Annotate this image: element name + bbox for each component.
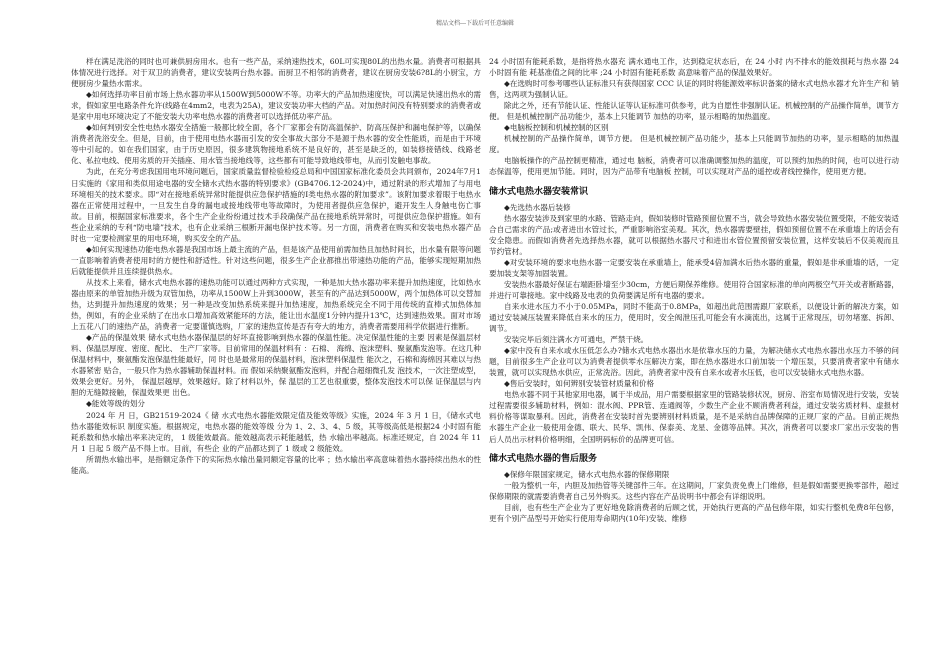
- section-heading: 储水式电热水器的售后服务: [489, 453, 598, 464]
- right-paragraph: 目前，也有些生产企业为了更好地免除消费者的后顾之忧，开始执行更高的产品包修年限，如实行整机免费8年包修，更有个别产品型号开始实行使用寿命期内(10年)安装、维修: [489, 502, 899, 523]
- left-paragraph: 所谓热水输出率，是指额定条件下的实际热水输出量同额定容量的比率 ；热水输出率高意味着热水器持续出热水的性能高。: [71, 454, 481, 475]
- left-paragraph: 为此，在充分考虑我国用电环境问题后，国家质量监督检验检疫总局和中国国家标准化委员会共同颁布，2024年7月1日实施的《家用和类似用途电器的安全储水式热水器的特别要求》(GB4706.12-2024)中，通过附录的形式增加了与用电环境相关的技术要求。即“对在接地系统异常时能提供应急保护措施的I类电热水器的附加要求”。该附加要求着眼于电热水器在正常使用过程中，一旦发生自身的漏电或接地线带电等故障时，为使用者提供应急保护，避开发生人身触电伤亡事故。目前，根据国家标准要求，各个生产企业纷纷通过技术手段确保产品在接地系统异常时，可提供应急保护措施。如有些企业采纳的专利“防电墙”技术，也有企业采纳三根断开漏电保护技术等。另一方面，消费者在购买和安装电热水器产品时也一定要检测家里的用电环境，购买安全的产品。: [71, 167, 481, 243]
- right-paragraph: 电脑板操作的产品控制更精准，通过电 脑板，消费者可以准确调整加热的温度，可以预约加热的时间，也可以进行动态保温等，使用更加节能。同时，因为产品带有电脑板 控制，可以实现对产品的遥控或者线控操作，使用更方便。: [489, 156, 899, 177]
- right-paragraph: ◆对安装环境的要求电热水器一定要安装在承重墙上，能承受4倍加满水后热水器的重量，假如是非承重墙的话，一定要加装支架等加固装置。: [489, 257, 899, 278]
- section-heading: 储水式电热水器安装常识: [489, 186, 589, 197]
- right-paragraph: 自来水进水压力不小于0.05MPa，同时不能高于0.8MPa，如超出此范围需跟厂家联系，以便设计新的解决方案，如通过安装减压装置来降低自来水的压力，使用时，安全阀泄压孔可能会有水滴流出，这属于正常现压，切勿堵塞、拆卸、调节。: [489, 301, 899, 334]
- right-paragraph: 热水器安装涉及到家里的水路、管路走向，假如装修时管路预留位置不当，就会导致热水器安装位置受限，不能安装适合自己需求的产品;或者进出水管过长，严重影响浴室美观。其次，热水器需要壁挂，假如预留位置不在承重墙上的话会有安全隐患。而假如消费者先选择热水器，就可以根据热水器尺寸和进出水管位置预留安装位置，这样安装后不仅美观而且节约管材。: [489, 213, 899, 256]
- left-paragraph: 从技术上来看，储水式电热水器的速热功能可以通过两种方式实现，一种是加大热水器功率来提升加热速度，比如热水器由原来的单管加热升级为双管加热，功率从1500W上升到3000W，甚至有的产品达到5000W，两个加热体可以交替加热，达到提升加热速度的效果；另一种是改变加热系统来提升加热速度，加热系统完全不同于用传统的直棒式加热体加热，例如，有的企业采纳了在出水口增加高效紧能环的方法，能让出水温度1分钟内提升13℃，达到速热效果。面对市场上五花八门的速热产品，消费者一定要谨慎选购，厂家的速热宣传是否有夸大的地方，消费者需要用科学依据进行推断。: [71, 277, 481, 332]
- right-paragraph: 24 小时固有能耗系数，是指将热水器充 满水通电工作，达到稳定状态后，在 24 小时 内不排水的能效损耗与热水器 24 小时固有能 耗基准值之间的比率 ;24 小时固有能耗系数 高意味着产品的保温效果好。: [489, 57, 899, 78]
- right-paragraph: 机械控制的产品操作简单，调节方便。 但是机械控制产品功能少，基本上只能调节加热的功率，显示相略的加热温度。: [489, 134, 899, 155]
- right-paragraph: ◆电脑板控制和机械控制的区别: [504, 123, 609, 133]
- right-paragraph: ◆在选购时可参考哪些认证标准只有获得国家 CCC 认证的同时将能源效率标识备案的储水式电热水器才允许生产和 销售，这两项为强制认证。: [489, 79, 900, 100]
- right-paragraph: 电热水器不同于其他家用电器，属于半成品，用户需要根据家里的管路装修状况，厨房、浴室布局情况进行安装，安装过程需要很多辅助材料，例如：混水阀、PPR管、连通阀等，少数生产企业不顾消费者利益，通过安装劣质材料、虚报材料价格等谋取暴利。因此，消费者在安装时首先要辨别材料质量，是不是采纳自品牌保障的正规厂家的产品。目前正规热水器生产企业一般使用金德、联大、民华、凯伟、保泰美、龙星、金德等品牌。其次，消费者可以要求厂家出示安装的售后人员出示材料价格明细，全国明码标价的品牌更可信。: [489, 390, 899, 444]
- left-paragraph: ◆能效等级的划分: [86, 399, 145, 409]
- left-column: [71, 56, 481, 476]
- right-paragraph: ◆家中没有自来水或水压低怎么办?储水式电热水器出水是依靠水压的力量，为解决储水式电热水器出水压力不够的问题，目前很多生产企业可以为消费者提供零水压解决方案，即在热水器进水口前加装一个增压泵，只要消费者家中有储水装置，就可以实现热水供应，正常洗浴。因此，消费者家中没有自来水或者水压低，也可以安装储水式电热水器。: [489, 346, 899, 378]
- right-paragraph: ◆先选热水器后装修: [504, 202, 571, 212]
- right-paragraph: 安装完毕后须注满水方可通电，严禁干烧。: [504, 335, 649, 345]
- left-paragraph: ◆如何实现速热功能电热水器是我国市场上最主流的产品，但是该产品使用前需加热且加热时间长，出水量有限等问题一直影响着消费者使用时的方便性和舒适性。针对这些问题，很多生产企业都推出带速热功能的产品，能够实现短期加热后就能提供并且连续提供热水。: [71, 244, 481, 276]
- left-paragraph: 2024 年 月 日，GB21519-2024《 储 水式电热水器能效限定值及能效等级》实施，2024 年 3 月 1 日，《储水式电热水器能效标识 制度实施。根据规定，电热水器的能效等级 分为 1、2、3、4、5 级，其等级高低是根据24 小时固有能耗系数和热水输出率来决定的， 1 级能效最高。能效越高表示耗能越低，热 水输出率越高。标准还规定，自 2024 年 11 月 1 日起 5 级产品不得上市。目前，有些企 业的产品都达到了 1 级或 2 级能效。: [71, 410, 481, 453]
- right-paragraph: 除此之外，还有节能认证、性能认证等认证标准可供参考，此为自愿性非强制认证。机械控制的产品操作简单，调节方便。 但是机械控制产品功能少，基本上只能调节 加热的功率，显示相略的加热温度。: [489, 101, 899, 122]
- left-paragraph: ◆产品的保温效果 储水式电热水器保温层的好坏直接影响到热水器的保温性能。决定保温性能的主要 因素是保温层材料、保温层厚度、密度、配比、 生产厂家等。目前常用的保温材料有 ：石棉、 海绵、泡沫塑料、聚氨酯发泡等。在这几种 保温材料中，聚氨酯发泡保温性能最好，同 时也是最常用的保温材料，泡沫塑料保温性 能次之，石棉和海绵因其难以与热水器紧密 贴合，一般只作为热水器辅助保温材料。而 假如采纳聚氨酯发泡料，并配合超细微孔发 泡技术，一次注塑成型，效果会更好。另外， 保温层越厚，效果越好。除了材料以外，保 温层的工艺也很重要，整体发泡技术可以保 证保温层与内胆的无缝隙接触，保温效果更 出色。: [71, 333, 481, 398]
- page-header: 精品文档---下载后可任意编辑: [435, 20, 515, 27]
- right-column: [489, 56, 899, 524]
- right-paragraph: 安装热水器最好保证右端距卧墙至少30cm，方便后期保养维修。使用符合国家标准的单向两极空气开关或者断路器，并进行可靠接地。家中线路及电表的负荷要满足所有电器的要求。: [489, 279, 899, 300]
- left-paragraph: ◆如何判别安全性电热水器安全措施一般都比较全面，各个厂家都会有防高温保护、防高压保护和漏电保护等，以确保消费者洗浴安全。但是，目前，由于使用电热水器而引发的安全事故大部分不是源于热水器的安全性能质，而是由于环境等中引起的。如在我们国家，由于历史原因，很多建筑物接地系统不是良好的，甚至是缺乏的，如装修接错线、线路老化、私拉电线、使用劣质的开关插座、用水管当接地线等，这些都有可能导致地线带电，从而引发触电事故。: [71, 123, 481, 166]
- right-paragraph: ◆保修年限国家规定，储水式电热水器的保修期限: [504, 469, 670, 479]
- right-paragraph: 一般为整机一年，内胆及加热管等关键部件三年。在这期间，厂家负责免费上门维修，但是假如需要更换零部件，超过保修期限的就需要消费者自己另外购买。这些内容在产品说明书中都会有详细说明。: [489, 480, 899, 501]
- left-paragraph: ◆如何选择功率目前市场上热水器功率从1500W到5000W不等。功率大的产品加热速度快，可以满足快速出热水的需求，假如家里电路条件允许(线路在4mm2，电表为25A)，建议安装功率大档的产品。对加热时间没有特别要求的消费者或是家中用电环境决定了不能安装大功率电热水器的消费者可以选择低功率产品。: [71, 90, 481, 122]
- left-paragraph: 样在满足洗浴的同时也可兼供厨房用水。也有一些产品，采纳速热技术，60L可实现80L的出热水量。消费者可根据具体情况进行选择。对于双卫的消费者，建议安装两台热水器。而厨卫不相邻的消费者，建议在厨房安装6?8L的小厨宝，方便厨房少量热水需求。: [71, 57, 481, 89]
- right-paragraph: ◆售后安装时，如何辨别安装管材质量和价格: [504, 379, 655, 389]
